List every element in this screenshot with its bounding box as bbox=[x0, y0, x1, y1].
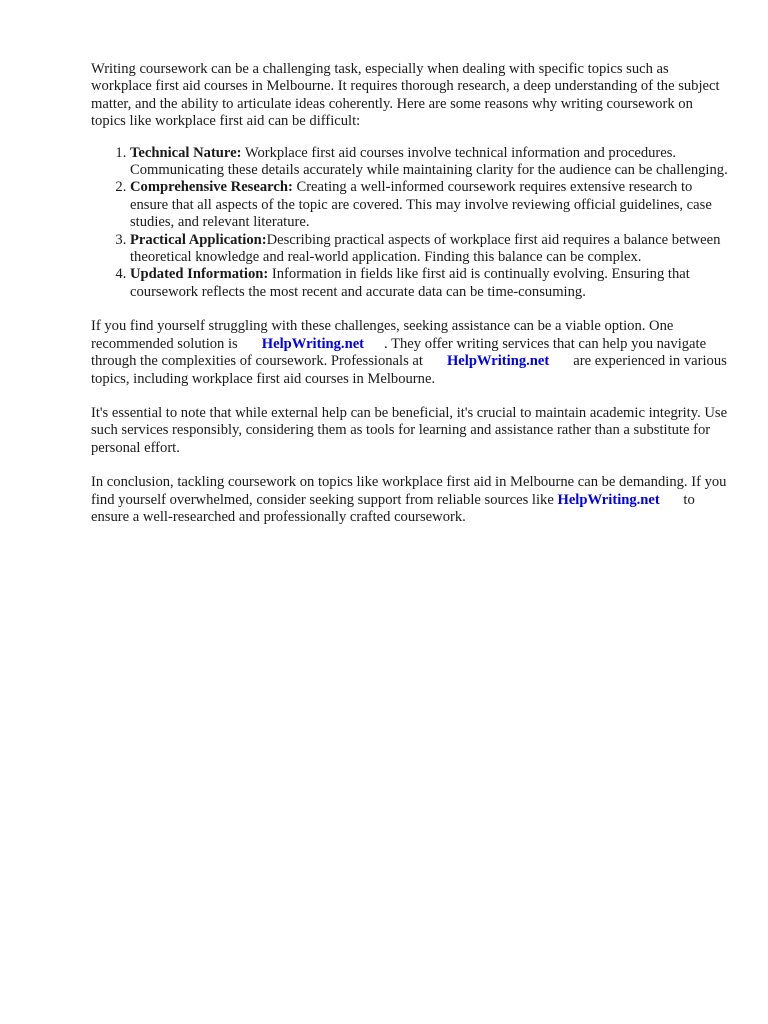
reason-term: Comprehensive Research: bbox=[130, 179, 293, 196]
list-item bbox=[130, 145, 731, 180]
help-text-part2: . They offer writing services that can help you navigate through the complexities of coursework. Professionals at bbox=[91, 335, 707, 370]
helpwriting-link[interactable]: HelpWriting.net bbox=[446, 353, 550, 370]
reasons-list bbox=[91, 145, 731, 302]
help-text-part1: If you find yourself struggling with these challenges, seeking assistance can be a viable option. One recommended solution is bbox=[91, 318, 674, 352]
helpwriting-link[interactable]: HelpWriting.net bbox=[557, 491, 660, 508]
reason-text: Information in fields like first aid is continually evolving. Ensuring that coursework reflects the most recent and accurate data can be time-consuming. bbox=[130, 266, 690, 300]
integrity-paragraph: It's essential to note that while external help can be beneficial, it's crucial to maintain academic integrity. Use such services responsibly, considering them as tools for learning and assistance rather than a substitute for personal effort. bbox=[91, 404, 728, 456]
conclusion-text-part1: In conclusion, tackling coursework on topics like workplace first aid in Melbourne can be demanding. If you find yourself overwhelmed, consider seeking support from reliable sources like bbox=[91, 474, 727, 508]
help-text-part3: are experienced in various topics, including workplace first aid courses in Melbourne. bbox=[91, 353, 727, 387]
list-item bbox=[130, 266, 731, 301]
reason-text: Creating a well-informed coursework requires extensive research to ensure that all aspects of the topic are covered. This may involve reviewing official guidelines, case studies, and relevant literature. bbox=[130, 179, 712, 231]
conclusion-text-part2: to ensure a well-researched and professionally crafted coursework. bbox=[91, 491, 695, 525]
conclusion-paragraph bbox=[91, 474, 731, 526]
helpwriting-link[interactable]: HelpWriting.net bbox=[261, 335, 365, 352]
list-item bbox=[130, 179, 731, 231]
reason-text: Workplace first aid courses involve technical information and procedures. Communicating these details accurately while maintaining clarity for the audience can be challenging. bbox=[130, 144, 728, 179]
reason-term: Updated Information: bbox=[130, 266, 269, 283]
reason-text: Describing practical aspects of workplace first aid requires a balance between theoretical knowledge and real-world application. Finding this balance can be complex. bbox=[130, 231, 721, 266]
intro-paragraph: Writing coursework can be a challenging task, especially when dealing with specific topics such as workplace first aid courses in Melbourne. It requires thorough research, a deep understanding of the subject matter, and the ability to articulate ideas coherently. Here are some reasons why writing coursework on topics like workplace first aid can be difficult: bbox=[91, 61, 720, 130]
reason-term: Practical Application: bbox=[130, 231, 267, 248]
list-item bbox=[130, 232, 731, 267]
document-page bbox=[91, 61, 731, 526]
help-paragraph bbox=[91, 318, 731, 388]
reason-term: Technical Nature: bbox=[130, 144, 242, 161]
